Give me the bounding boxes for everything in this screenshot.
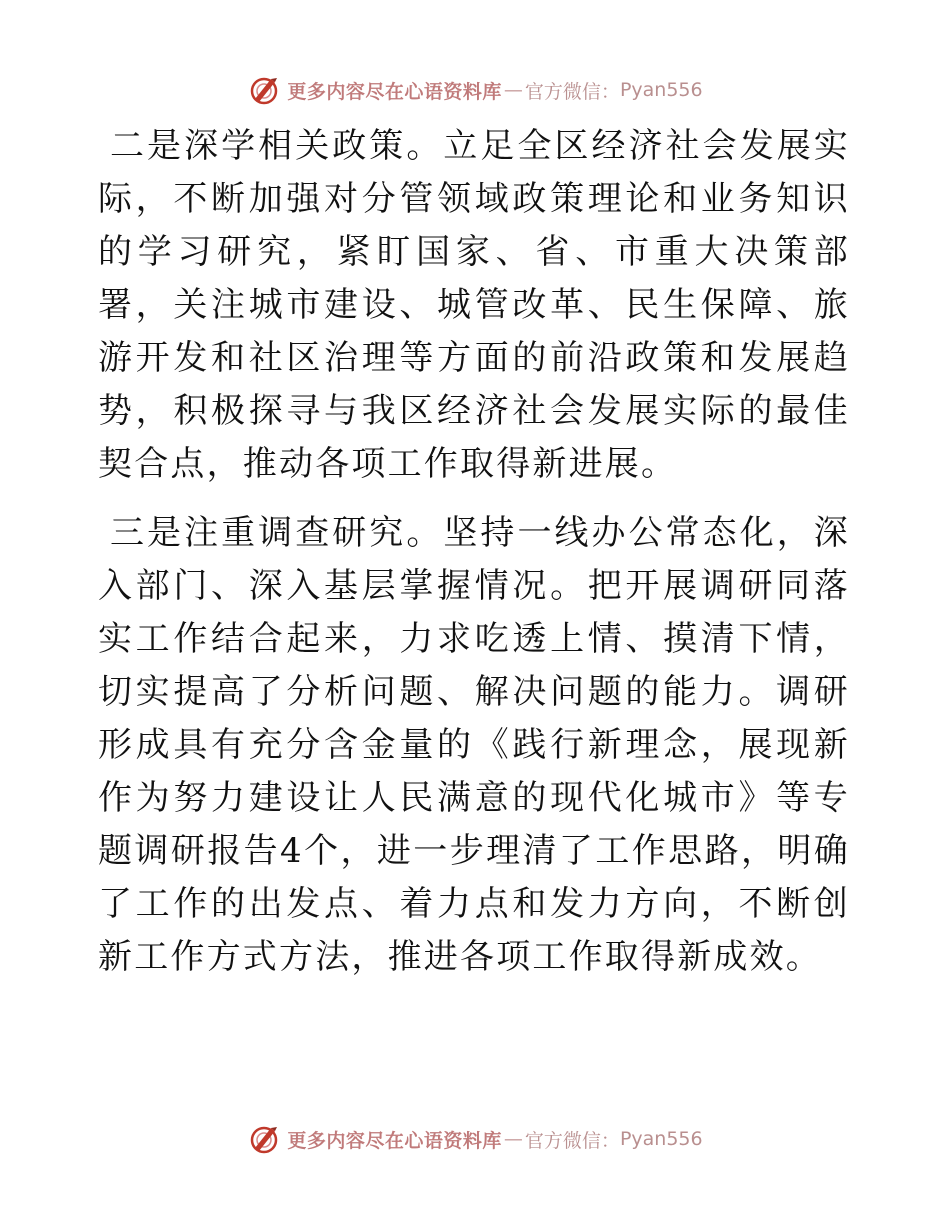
watermark-separator: — bbox=[503, 79, 523, 101]
pen-logo-icon bbox=[247, 73, 281, 107]
paragraph-research: 三是注重调查研究。坚持一线办公常态化，深入部门、深入基层掌握情况。把开展调研同落实工作结合起来，力求吃透上情、摸清下情，切实提高了分析问题、解决问题的能力。调研形成具有充分含金量的《践行新理念，展现新作为努力建设让人民满意的现代化城市》等专题调研报告4个，进一步理清了工作思路，明确了工作的出发点、着力点和发力方向，不断创新工作方式方法，推进各项工作取得新成效。 bbox=[98, 513, 850, 977]
watermark-separator: — bbox=[503, 1128, 523, 1150]
header-watermark bbox=[0, 70, 950, 110]
document-body bbox=[98, 120, 850, 984]
watermark-brand-text: 更多内容尽在心语资料库 bbox=[287, 1129, 502, 1152]
watermark-contact-id: Pyan556 bbox=[619, 1128, 703, 1150]
pen-logo-icon bbox=[247, 1122, 281, 1156]
watermark-contact-id: Pyan556 bbox=[619, 79, 703, 101]
footer-watermark bbox=[0, 1119, 950, 1159]
watermark-contact-label: 官方微信： bbox=[524, 80, 620, 103]
paragraph-policy-study: 二是深学相关政策。立足全区经济社会发展实际，不断加强对分管领域政策理论和业务知识的学习研究，紧盯国家、省、市重大决策部署，关注城市建设、城管改革、民生保障、旅游开发和社区治理等方面的前沿政策和发展趋势，积极探寻与我区经济社会发展实际的最佳契合点，推动各项工作取得新进展。 bbox=[98, 126, 850, 484]
watermark-brand-text: 更多内容尽在心语资料库 bbox=[287, 80, 502, 103]
watermark-contact-label: 官方微信： bbox=[524, 1129, 620, 1152]
